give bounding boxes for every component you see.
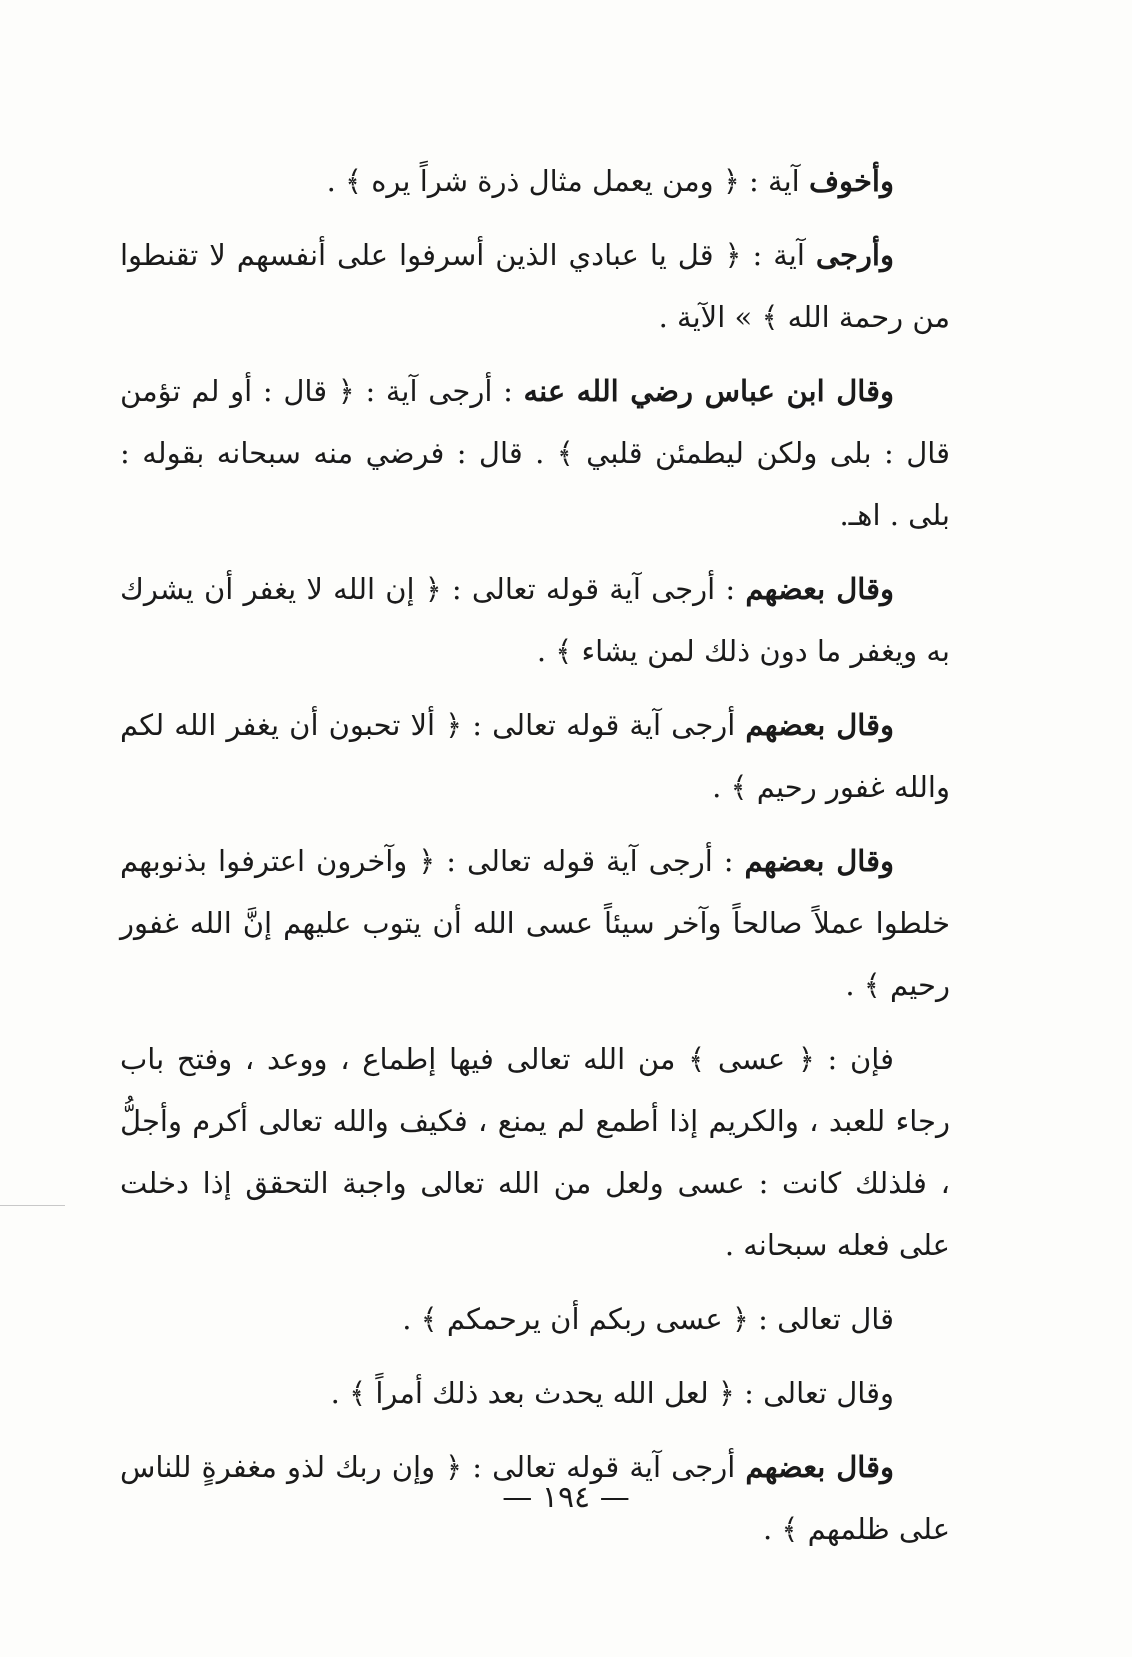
paragraph-some-said-3: وقال بعضهم : أرجى آية قوله تعالى : ﴿ وآخرون اعترفوا بذنوبهم خلطوا عملاً صالحاً وآخر سيئاً عسى الله أن يتوب عليهم إنَّ الله غفور رحيم ﴾ . [120,844,950,1002]
paragraph-most-hopeful-verse: وأرجى آية : ﴿ قل يا عبادي الذين أسرفوا على أنفسهم لا تقنطوا من رحمة الله ﴾ » الآية . [120,238,950,334]
paragraph-most-fearful-verse: وأخوف آية : ﴿ ومن يعمل مثال ذرة شراً يره ﴾ . [326,164,894,198]
paragraph-ibn-abbas: وقال ابن عباس رضي الله عنه : أرجى آية : ﴿ قال : أو لم تؤمن قال : بلى ولكن ليطمئن قلبي ﴾ . قال : فرضي منه سبحانه بقوله : بلى . اهـ. [120,374,950,532]
paragraph-some-said-2: وقال بعضهم أرجى آية قوله تعالى : ﴿ ألا تحبون أن يغفر الله لكم والله غفور رحيم ﴾ . [120,708,950,804]
paragraph-some-said-1: وقال بعضهم : أرجى آية قوله تعالى : ﴿ إن الله لا يغفر أن يشرك به ويغفر ما دون ذلك لمن يشاء ﴾ . [120,572,950,668]
page-number: — ١٩٤ — [502,1480,630,1515]
paragraph-some-said-4: وقال بعضهم أرجى آية قوله تعالى : ﴿ وإن ربك لذو مغفرةٍ للناس على ظلمهم ﴾ . [120,1450,950,1546]
paragraph-quote-1: قال تعالى : ﴿ عسى ربكم أن يرحمكم ﴾ . [402,1302,894,1336]
paragraph-quote-2: وقال تعالى : ﴿ لعل الله يحدث بعد ذلك أمراً ﴾ . [330,1376,894,1410]
margin-rule [0,1205,65,1206]
body-text [120,150,950,1572]
paragraph-asa-explanation: فإن : ﴿ عسى ﴾ من الله تعالى فيها إطماع ، ووعد ، وفتح باب رجاء للعبد ، والكريم إذا أطمع لم يمنع ، فكيف والله تعالى أكرم وأجلُّ ، فلذلك كانت : عسى ولعل من الله تعالى واجبة التحقق إذا دخلت على فعله سبحانه . [120,1042,950,1262]
